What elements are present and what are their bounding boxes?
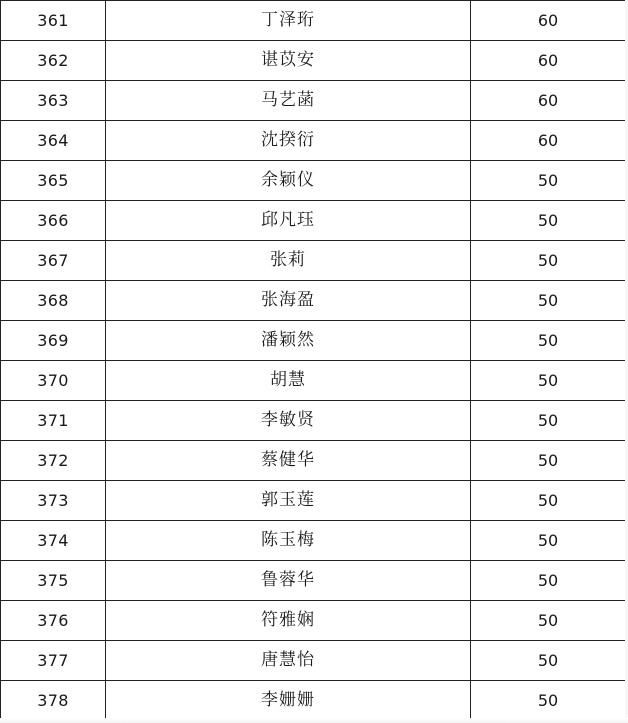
score-value: 50	[471, 361, 626, 401]
score-value: 50	[471, 161, 626, 201]
student-name: 胡慧	[106, 361, 471, 401]
student-name: 符雅娴	[106, 601, 471, 641]
score-value: 50	[471, 321, 626, 361]
table-row	[1, 681, 626, 721]
row-number: 364	[1, 121, 106, 161]
student-name: 马艺菡	[106, 81, 471, 121]
score-value: 50	[471, 281, 626, 321]
student-name: 李敏贤	[106, 401, 471, 441]
table-row	[1, 481, 626, 521]
row-number: 378	[1, 681, 106, 721]
row-number: 373	[1, 481, 106, 521]
student-name: 张莉	[106, 241, 471, 281]
score-value: 50	[471, 201, 626, 241]
table-row	[1, 561, 626, 601]
score-value: 50	[471, 641, 626, 681]
row-number: 362	[1, 41, 106, 81]
student-name: 唐慧怡	[106, 641, 471, 681]
table-row	[1, 321, 626, 361]
student-name: 郭玉莲	[106, 481, 471, 521]
row-number: 370	[1, 361, 106, 401]
row-number: 371	[1, 401, 106, 441]
row-number: 363	[1, 81, 106, 121]
score-value: 50	[471, 521, 626, 561]
row-number: 375	[1, 561, 106, 601]
table-row	[1, 81, 626, 121]
score-value: 50	[471, 681, 626, 721]
score-value: 60	[471, 1, 626, 41]
score-value: 60	[471, 81, 626, 121]
row-number: 372	[1, 441, 106, 481]
row-number: 361	[1, 1, 106, 41]
student-name: 鲁蓉华	[106, 561, 471, 601]
student-name: 丁泽珩	[106, 1, 471, 41]
table-row	[1, 641, 626, 681]
score-value: 60	[471, 41, 626, 81]
page-edge-bottom	[0, 718, 628, 723]
table-row	[1, 121, 626, 161]
score-value: 50	[471, 241, 626, 281]
table-row	[1, 441, 626, 481]
table-row	[1, 361, 626, 401]
table-row	[1, 601, 626, 641]
table-row	[1, 161, 626, 201]
table-row	[1, 201, 626, 241]
row-number: 369	[1, 321, 106, 361]
student-name: 余颖仪	[106, 161, 471, 201]
row-number: 368	[1, 281, 106, 321]
row-number: 376	[1, 601, 106, 641]
row-number: 366	[1, 201, 106, 241]
student-name: 谌苡安	[106, 41, 471, 81]
table-row	[1, 41, 626, 81]
table-row	[1, 401, 626, 441]
student-name: 邱凡珏	[106, 201, 471, 241]
score-value: 60	[471, 121, 626, 161]
student-name: 蔡健华	[106, 441, 471, 481]
student-name: 张海盈	[106, 281, 471, 321]
student-name: 沈揆衍	[106, 121, 471, 161]
table-row	[1, 1, 626, 41]
row-number: 365	[1, 161, 106, 201]
row-number: 374	[1, 521, 106, 561]
table-row	[1, 521, 626, 561]
score-value: 50	[471, 481, 626, 521]
student-name: 李姗姗	[106, 681, 471, 721]
student-name: 陈玉梅	[106, 521, 471, 561]
row-number: 367	[1, 241, 106, 281]
table-row	[1, 281, 626, 321]
row-number: 377	[1, 641, 106, 681]
score-value: 50	[471, 601, 626, 641]
student-name: 潘颖然	[106, 321, 471, 361]
table-row	[1, 241, 626, 281]
score-value: 50	[471, 441, 626, 481]
score-value: 50	[471, 401, 626, 441]
score-value: 50	[471, 561, 626, 601]
